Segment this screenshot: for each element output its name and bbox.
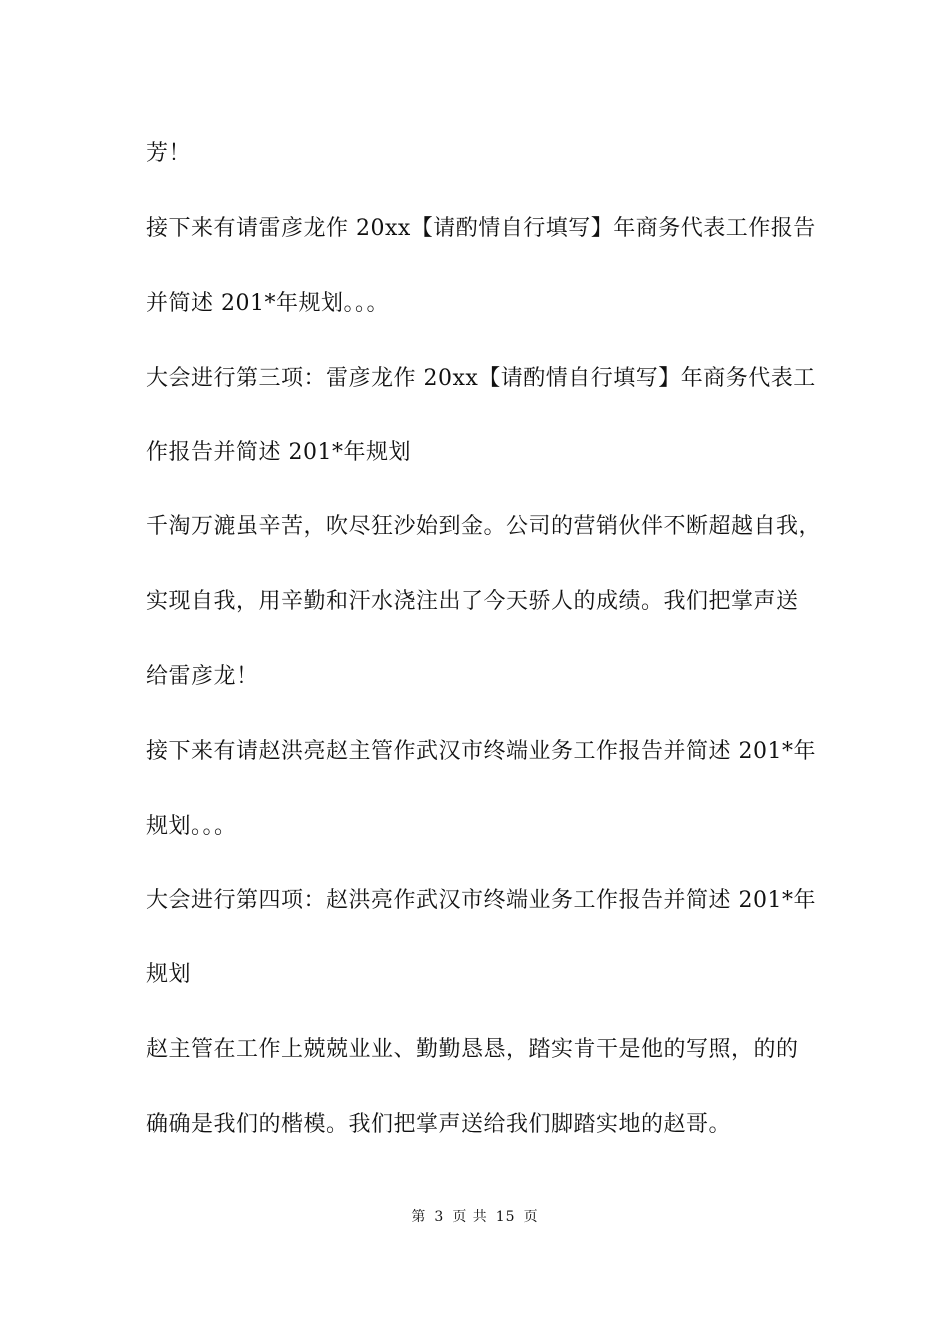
body-text-line: 给雷彦龙！ — [146, 664, 259, 689]
body-text-line: 作报告并简述 201*年规划 — [146, 440, 411, 465]
footer-page-suffix: 页 — [523, 1209, 539, 1225]
body-text-line: 接下来有请赵洪亮赵主管作武汉市终端业务工作报告并简述 201*年 — [146, 739, 816, 764]
body-text-line: 芳！ — [146, 141, 192, 166]
footer-total-pages: 15 — [495, 1209, 516, 1225]
body-text-line: 规划。。。 — [146, 814, 237, 839]
footer-page-mid: 页 共 — [452, 1209, 488, 1225]
body-text-line: 千淘万漉虽辛苦，吹尽狂沙始到金。公司的营销伙伴不断超越自我， — [146, 514, 822, 539]
body-text-line: 实现自我，用辛勤和汗水浇注出了今天骄人的成绩。我们把掌声送 — [146, 589, 799, 614]
body-text-line: 赵主管在工作上兢兢业业、勤勤恳恳，踏实肯干是他的写照，的的 — [146, 1037, 799, 1062]
body-text-line: 规划 — [146, 962, 192, 987]
body-text-line: 大会进行第三项：雷彦龙作 20xx【请酌情自行填写】年商务代表工 — [146, 366, 816, 391]
footer-page-prefix: 第 — [411, 1209, 427, 1225]
page-footer — [0, 1208, 950, 1226]
body-text-line: 并简述 201*年规划。。。 — [146, 291, 389, 316]
body-text-line: 确确是我们的楷模。我们把掌声送给我们脚踏实地的赵哥。 — [146, 1112, 732, 1137]
footer-page-number: 3 — [434, 1209, 445, 1225]
body-text-line: 接下来有请雷彦龙作 20xx【请酌情自行填写】年商务代表工作报告 — [146, 216, 816, 241]
body-text-line: 大会进行第四项：赵洪亮作武汉市终端业务工作报告并简述 201*年 — [146, 888, 816, 913]
